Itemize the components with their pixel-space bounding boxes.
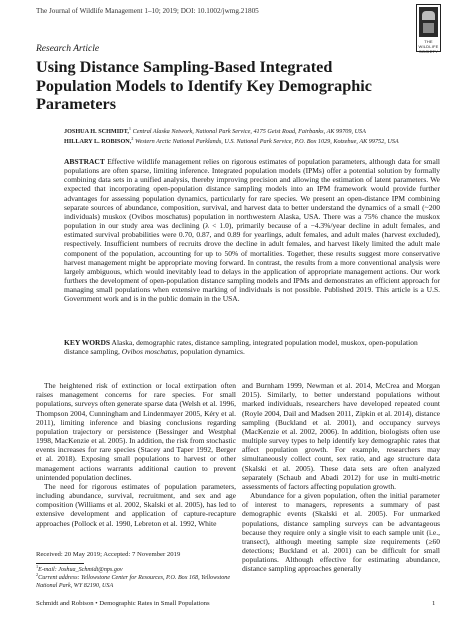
footnote-1: [36, 564, 236, 575]
keywords-tail: , population dynamics.: [176, 347, 245, 357]
author-affiliation: Western Arctic National Parklands, U.S. National Park Service, P.O. Box 1029, Kotzebue, AK 99752, USA: [135, 138, 399, 145]
author-name: JOSHUA H. SCHMIDT,: [64, 128, 129, 135]
keywords-text: Alaska, demographic rates, distance sampling, integrated population model, muskox, open-population distance sampling,: [64, 338, 418, 357]
received-accepted-dates: Received: 20 May 2019; Accepted: 7 November 2019: [36, 551, 181, 558]
body-paragraph: The need for rigorous estimates of population parameters, including abundance, survival, recruitment, and sex and age composition (Williams et al. 2002, Skalski et al. 2005), has led to extensive development and application of capture-recapture approaches (Pollock et al. 1990, Lebreton et al. 1992, White: [36, 481, 236, 528]
society-logo: [416, 4, 441, 52]
keywords: [64, 338, 440, 356]
author-1: [64, 125, 454, 136]
page-number: 1: [432, 600, 436, 607]
keywords-label: KEY WORDS: [64, 338, 111, 347]
abstract: [64, 157, 440, 304]
author-2: [64, 135, 454, 146]
body-paragraph: The heightened risk of extinction or local extirpation often raises management concerns for rare species. For small populations, surveys often generate sparse data (Welsh et al. 1996, Thompson 2004, Cunningham and Lindenmayer 2005, Kéry et al. 2011), limiting inference and biasing conclusions regarding population trajectory or persistence (Bessinger and Westphal 1998, MacKenzie et al. 2005). In addition, the risk from stochastic events increases for rare species (Stacey and Taper 1992, Berger et al. 2018). Exposing small populations to harvest or other management actions warrants additional caution to prevent unintended population declines.: [36, 381, 236, 482]
body-paragraph: Abundance for a given population, often the initial parameter of interest to managers, represents a summary of past demographic events (Skalski et al. 2005). For unmarked populations, distance sampling surveys can be advantageous because they require only a single visit to each sample unit (i.e., transect), although meeting sample size requirements (≥60 detections; Buckland et al. 2001) can be difficult for small populations. Although effective for estimating abundance, distance sampling approaches generally: [242, 491, 440, 574]
journal-header: The Journal of Wildlife Management 1–10; 2019; DOI: 10.1002/jwmg.21805: [36, 7, 259, 15]
abstract-text: Effective wildlife management relies on rigorous estimates of population parameters, although data for small populations are often sparse, limiting inference. Integrated population models (IPMs) offer a potential solution by formally combining data sets in a unified analysis, thereby improving precision and allowing the estimation of latent parameters. We expected that incorporating open-population distance sampling models into an IPM framework would provide further advantages for assessing population dynamics, particularly for rare species. We present an open-distance IPM combining separate sources of abundance, composition, survival, and harvest data to better understand the dynamics of a small (~200 individuals) muskox (Ovibos moschatus) population in northwestern Alaska, USA. There was a 75% chance the muskox population in our study area was declining (λ < 1.0), primarily because of a −4.3%/year decline in adult females, and estimated survival probabilities were 0.70, 0.87, and 0.89 for yearlings, adult females, and adult males (harvest excluded), respectively. Insufficient numbers of recruits drove the decline in adult females, and harvest likely limited the adult male component of the population, accounting for up to 50% of mortalities. Together, these results suggest more conservative harvest management might be appropriate moving forward. In contrast, the results from a more conventional analysis were largely ambiguous, which would inevitably lead to delays in the application of appropriate management actions. Our work furthers the development of open-population distance sampling models and IPMs and demonstrates an efficient approach for managing small populations when extensive marking of individuals is not possible. Published 2019. This article is a U.S. Government work and is in the public domain in the USA.: [64, 157, 441, 304]
logo-emblem: [419, 7, 438, 37]
author-name: HILLARY L. ROBISON,: [64, 138, 132, 145]
article-title: Using Distance Sampling-Based Integrated Population Models to Identify Key Demographic Parameters: [36, 58, 372, 114]
author-affiliation: Central Alaska Network, National Park Service, 4175 Geist Road, Fairbanks, AK 99709, USA: [132, 128, 366, 135]
abstract-label: ABSTRACT: [64, 157, 105, 166]
footnote-text: E-mail: Joshua_Schmidt@nps.gov: [38, 567, 123, 574]
author-sup: 1: [128, 125, 132, 131]
article-type: Research Article: [36, 44, 100, 54]
footnote-text: Current address: Yellowstone Center for Resources, P.O. Box 168, Yellowstone National Park, WY 82190, USA: [36, 575, 231, 589]
body-paragraph: and Burnham 1999, Newman et al. 2014, McCrea and Morgan 2015). Similarly, to better understand populations without marked individuals, researchers have developed repeated count (Royle 2004, Dail and Madsen 2011, Zipkin et al. 2014), distance sampling (Buckland et al. 2001), and occupancy surveys (MacKenzie et al. 2002, 2006). In addition, biologists often use multiple survey types to help identify key demographic rates that affect population growth. For example, researchers may simultaneously collect count, sex ratio, and age structure data (Skalski et al. 2005). These data sets are often analyzed separately (Schaub and Abadi 2012) for use in multi-metric assessments of factors affecting population growth.: [242, 381, 440, 491]
keywords-species: Ovibos moschatus: [121, 347, 177, 357]
body-column-right: [242, 381, 440, 574]
footnote-2: [36, 572, 236, 590]
footnote-divider: [36, 563, 84, 564]
body-column-left: [36, 381, 236, 528]
footnote-sup: 1: [36, 564, 39, 569]
running-footer: Schmidt and Robison • Demographic Rates in Small Populations: [36, 600, 210, 607]
footnote-sup: 2: [36, 572, 39, 577]
logo-text: THE WILDLIFE SOCIETY: [418, 39, 439, 54]
author-sup: 2: [131, 135, 134, 141]
